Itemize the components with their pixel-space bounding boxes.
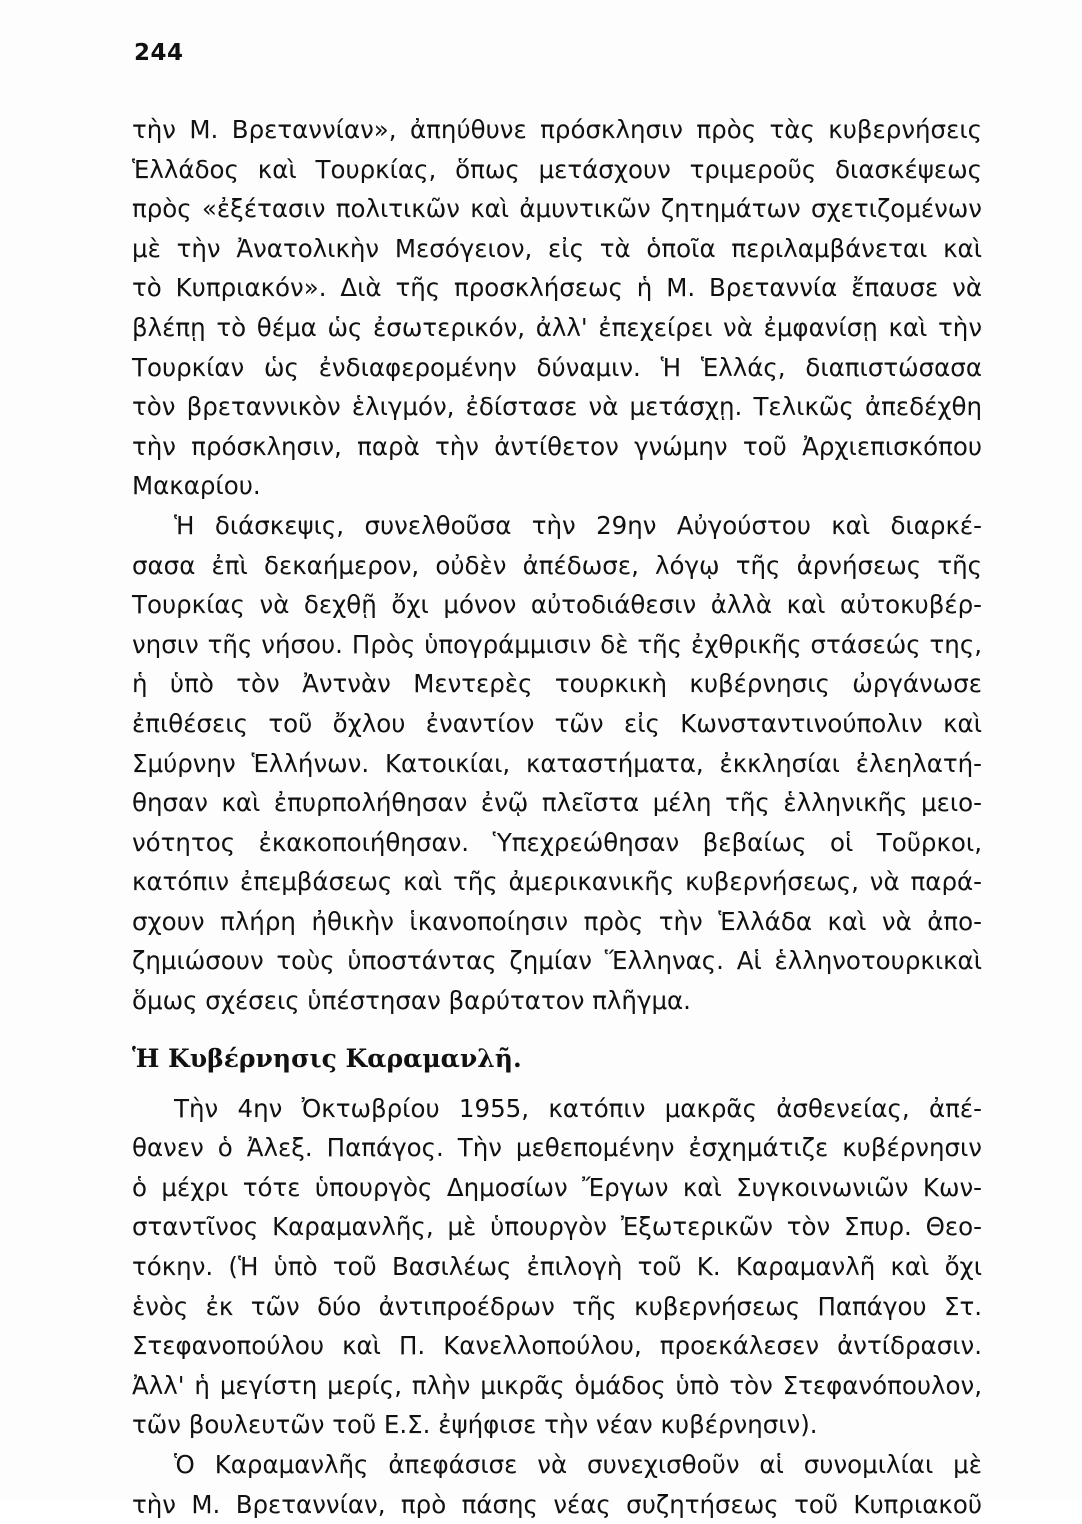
text-line: νησιν τῆς νήσου. Πρὸς ὑπογράμμισιν δὲ τῆς ἐχθρικῆς στάσεώς της, xyxy=(132,629,982,659)
text-line: ὅμως σχέσεις ὑπέστησαν βαρύτατον πλῆγμα. xyxy=(132,986,691,1016)
section-heading: Ἡ Κυβέρνησις Καραμανλῆ. xyxy=(132,1043,522,1073)
text-line: ἡ ὑπὸ τὸν Ἀντνὰν Μεντερὲς τουρκικὴ κυβέρνησις ὠργάνωσε xyxy=(132,669,982,699)
page-number: 244 xyxy=(134,40,184,66)
paragraph-1 xyxy=(132,110,982,506)
text-line: τὴν Μ. Βρεταννίαν, πρὸ πάσης νέας συζητήσεως τοῦ Κυπριακοῦ xyxy=(132,1489,982,1519)
text-line: ζημιώσουν τοὺς ὑποστάντας ζημίαν Ἕλληνας. Αἱ ἑλληνοτουρκικαὶ xyxy=(132,946,982,976)
text-line: Στεφανοπούλου καὶ Π. Κανελλοπούλου, προεκάλεσεν ἀντίδρασιν. xyxy=(132,1331,982,1361)
paragraph-3 xyxy=(132,1089,982,1445)
text-line: θησαν καὶ ἐπυρπολήθησαν ἐνῷ πλεῖστα μέλη τῆς ἑλληνικῆς μειο- xyxy=(132,788,982,818)
text-line: βλέπῃ τὸ θέμα ὡς ἐσωτερικόν, ἀλλ' ἐπεχείρει νὰ ἐμφανίσῃ καὶ τὴν xyxy=(132,312,982,342)
paragraph-4 xyxy=(132,1445,982,1524)
text-line: Ἡ διάσκεψις, συνελθοῦσα τὴν 29ην Αὐγούστου καὶ διαρκέ- xyxy=(174,510,982,540)
text-line: Ὁ Καραμανλῆς ἀπεφάσισε νὰ συνεχισθοῦν αἱ συνομιλίαι μὲ xyxy=(174,1450,982,1479)
text-line: θανεν ὁ Ἀλεξ. Παπάγος. Τὴν μεθεπομένην ἐσχημάτιζε κυβέρνησιν xyxy=(132,1133,982,1163)
text-line: μὲ τὴν Ἀνατολικὴν Μεσόγειον, εἰς τὰ ὁποῖα περιλαμβάνεται καὶ xyxy=(132,233,982,263)
text-line: σασα ἐπὶ δεκαήμερον, οὐδὲν ἀπέδωσε, λόγῳ τῆς ἀρνήσεως τῆς xyxy=(132,550,982,580)
body-text xyxy=(132,110,982,1524)
text-line: Τουρκίαν ὡς ἐνδιαφερομένην δύναμιν. Ἡ Ἑλλάς, διαπιστώσασα xyxy=(132,352,982,382)
text-line: τόκην. (Ἡ ὑπὸ τοῦ Βασιλέως ἐπιλογὴ τοῦ Κ. Καραμανλῆ καὶ ὄχι xyxy=(132,1252,982,1282)
text-line: τῶν βουλευτῶν τοῦ Ε.Σ. ἐψήφισε τὴν νέαν κυβέρνησιν). xyxy=(132,1410,818,1440)
text-line: τὴν Μ. Βρεταννίαν», ἀπηύθυνε πρόσκλησιν πρὸς τὰς κυβερνήσεις xyxy=(132,115,982,144)
text-line: Μακαρίου. xyxy=(132,471,261,501)
paragraph-2 xyxy=(132,506,982,1021)
text-line: σταντῖνος Καραμανλῆς, μὲ ὑπουργὸν Ἐξωτερικῶν τὸν Σπυρ. Θεο- xyxy=(132,1212,982,1242)
text-line: τὴν πρόσκλησιν, παρὰ τὴν ἀντίθετον γνώμην τοῦ Ἀρχιεπισκόπου xyxy=(132,431,982,461)
text-line: κατόπιν ἐπεμβάσεως καὶ τῆς ἀμερικανικῆς κυβερνήσεως, νὰ παρά- xyxy=(132,867,982,897)
text-line: σχουν πλήρη ἠθικὴν ἱκανοποίησιν πρὸς τὴν Ἑλλάδα καὶ νὰ ἀπο- xyxy=(132,906,982,936)
text-line: Τουρκίας νὰ δεχθῇ ὄχι μόνον αὐτοδιάθεσιν ἀλλὰ καὶ αὐτοκυβέρ- xyxy=(132,590,982,620)
text-line: ἑνὸς ἐκ τῶν δύο ἀντιπροέδρων τῆς κυβερνήσεως Παπάγου Στ. xyxy=(132,1291,982,1321)
text-line: ἐπιθέσεις τοῦ ὄχλου ἐναντίον τῶν εἰς Κωνσταντινούπολιν καὶ xyxy=(132,708,982,738)
text-line: νότητος ἐκακοποιήθησαν. Ὑπεχρεώθησαν βεβαίως οἱ Τοῦρκοι, xyxy=(132,827,982,857)
text-line: τὸν βρεταννικὸν ἑλιγμόν, ἐδίστασε νὰ μετάσχῃ. Τελικῶς ἀπεδέχθη xyxy=(132,392,982,422)
text-line: Σμύρνην Ἑλλήνων. Κατοικίαι, καταστήματα, ἐκκλησίαι ἐλεηλατή- xyxy=(132,748,982,778)
text-line: Ἀλλ' ἡ μεγίστη μερίς, πλὴν μικρᾶς ὁμάδος ὑπὸ τὸν Στεφανόπουλον, xyxy=(132,1370,982,1400)
text-line: πρὸς «ἐξέτασιν πολιτικῶν καὶ ἀμυντικῶν ζητημάτων σχετιζομένων xyxy=(132,194,982,224)
text-line: τὸ Κυπριακόν». Διὰ τῆς προσκλήσεως ἡ Μ. Βρεταννία ἔπαυσε νὰ xyxy=(132,273,982,303)
text-line: ὁ μέχρι τότε ὑπουργὸς Δημοσίων Ἔργων καὶ Συγκοινωνιῶν Κων- xyxy=(132,1172,982,1202)
text-line: Ἑλλάδος καὶ Τουρκίας, ὅπως μετάσχουν τριμεροῦς διασκέψεως xyxy=(132,154,982,184)
text-line: Τὴν 4ην Ὀκτωβρίου 1955, κατόπιν μακρᾶς ἀσθενείας, ἀπέ- xyxy=(174,1093,982,1123)
